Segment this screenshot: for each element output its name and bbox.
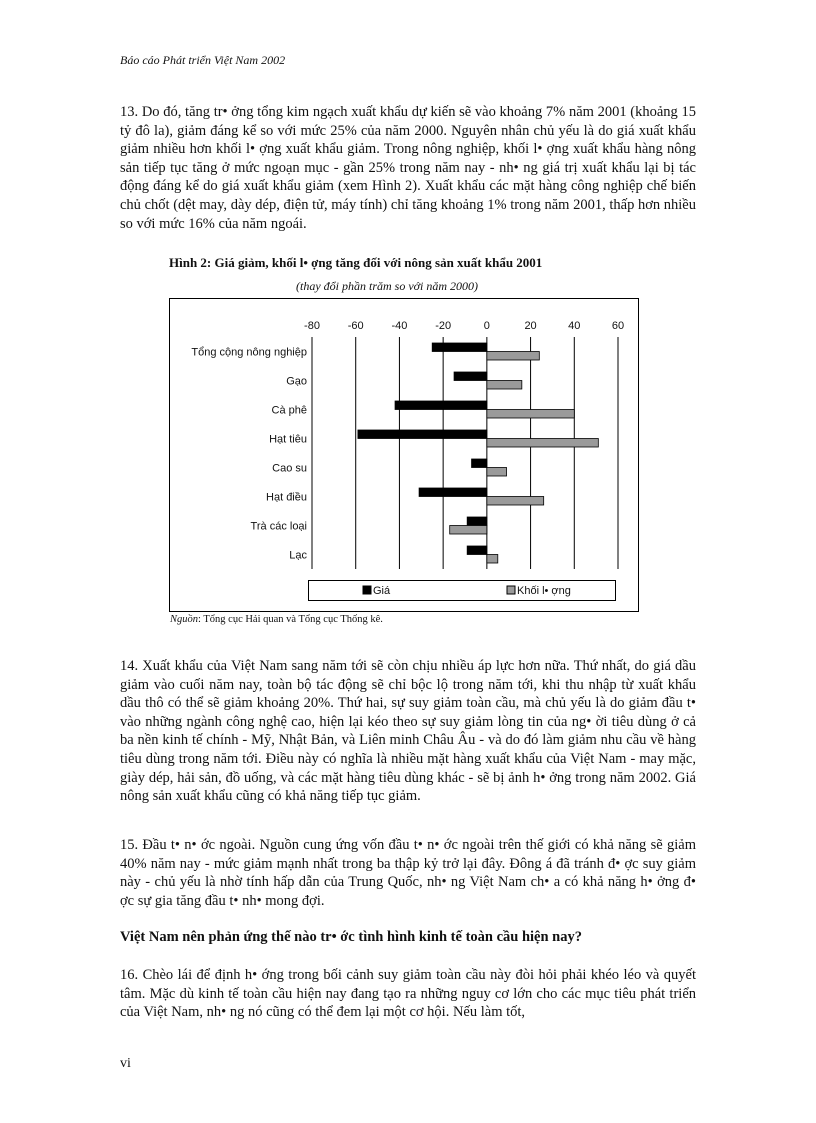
- paragraph-14: 14. Xuất khẩu của Việt Nam sang năm tới sẽ còn chịu nhiều áp lực hơn nữa. Thứ nhất, do giá dầu giảm vào cuối năm nay, toàn bộ tác động sẽ chỉ bộc lộ trong năm tới, khi thu nhập từ xuất khẩu dầu thô có thể sẽ giảm khoảng 20%. Thứ hai, sự suy giảm toàn cầu, mà chủ yếu là do giảm đầu t• vào những ngành công nghệ cao, hiện lại kéo theo sự suy giảm lòng tin của ng• ời tiêu dùng ở cả ba nền kinh tế chính - Mỹ, Nhật Bản, và Liên minh Châu Âu - và do đó làm giảm nhu cầu về hàng tiêu dùng trong năm tới. Điều này có nghĩa là nhiều mặt hàng xuất khẩu của Việt Nam - may mặc, giày dép, hải sản, đồ uống, và các mặt hàng tiêu dùng khác - sẽ bị ảnh h• ởng trong năm 2002. Giá nông sản xuất khẩu cũng có khả năng tiếp tục giảm.: [120, 658, 696, 805]
- bar-volume: [487, 439, 598, 448]
- legend-label-price: Giá: [373, 585, 391, 597]
- legend-swatch-volume: [507, 586, 515, 594]
- x-tick-label: 60: [611, 320, 625, 332]
- x-tick-label: 20: [524, 320, 537, 332]
- bar-price: [358, 430, 487, 439]
- bar-price: [467, 517, 487, 526]
- category-label: Hạt tiêu: [269, 433, 307, 446]
- paragraph-16: 16. Chèo lái để định h• ớng trong bối cảnh suy giảm toàn cầu này đòi hỏi phải khéo léo và quyết tâm. Mặc dù kinh tế toàn cầu hiện nay đang tạo ra những nguy cơ lớn cho các mục tiêu phát triển của Việt Nam, nh• ng nó cũng có thể đem lại một cơ hội. Nếu làm tốt,: [120, 967, 696, 1021]
- category-label: Cao su: [272, 462, 307, 475]
- bar-volume: [487, 555, 498, 564]
- bar-price: [467, 546, 487, 555]
- category-label: Gạo: [286, 375, 307, 388]
- section-heading: Việt Nam nên phản ứng thế nào tr• ớc tình hình kinh tế toàn cầu hiện nay?: [120, 929, 582, 945]
- bar-volume: [487, 497, 544, 506]
- source-label: Nguồn: [170, 614, 199, 625]
- x-tick-label: 40: [568, 320, 581, 332]
- source-text: : Tổng cục Hải quan và Tổng cục Thống kê.: [198, 614, 383, 625]
- bar-price: [472, 459, 487, 468]
- category-label: Hạt điều: [266, 491, 307, 504]
- legend-label-volume: Khối l• ợng: [517, 585, 571, 597]
- figure-title: Hình 2: Giá giảm, khối l• ợng tăng đối với nông sản xuất khẩu 2001: [169, 255, 543, 270]
- x-tick-label: -80: [304, 320, 320, 332]
- x-tick-label: -20: [435, 320, 452, 332]
- bar-volume: [487, 410, 574, 419]
- bar-price: [454, 372, 487, 381]
- x-tick-label: -60: [347, 320, 364, 332]
- bar-price: [395, 401, 487, 410]
- category-label: Trà các loại: [250, 520, 307, 533]
- figure-source: [170, 614, 383, 625]
- bar-price: [419, 488, 487, 497]
- chart-legend: [309, 581, 616, 601]
- page-number: vi: [120, 1056, 131, 1071]
- bar-price: [432, 343, 487, 352]
- category-label: Tổng cộng nông nghiệp: [191, 346, 307, 359]
- bar-volume: [487, 352, 539, 361]
- bar-volume: [487, 381, 522, 390]
- paragraph-15: 15. Đầu t• n• ớc ngoài. Nguồn cung ứng vốn đầu t• n• ớc ngoài trên thế giới có khả năng sẽ giảm 40% năm nay - mức giảm mạnh nhất trong ba thập kỷ trở lại đây. Đông á đã tránh đ• ợc suy giảm này - chủ yếu là nhờ tính hấp dẫn của Trung Quốc, nh• ng Việt Nam ch• a có khả năng h• ởng đ• ợc sự gia tăng đầu t• nh• mong đợi.: [120, 837, 696, 909]
- page-header: Báo cáo Phát triển Việt Nam 2002: [120, 53, 286, 67]
- category-label: Lạc: [289, 549, 307, 562]
- paragraph-13: 13. Do đó, tăng tr• ởng tổng kim ngạch xuất khẩu dự kiến sẽ vào khoảng 7% năm 2001 (khoảng 15 tỷ đô la), giảm đáng kể so với mức 25% của năm 2000. Nguyên nhân chủ yếu là do giá xuất khẩu giảm nhiều hơn khối l• ợng xuất khẩu giảm. Trong nông nghiệp, khối l• ợng xuất khẩu hàng nông sản tiếp tục tăng ở mức ngoạn mục - gần 25% trong năm nay - nh• ng giá trị xuất khẩu lại bị tác động đáng kể do giá xuất khẩu giảm (xem Hình 2). Xuất khẩu các mặt hàng công nghiệp chế biến chủ chốt (dệt may, dày dép, điện tử, máy tính) chỉ tăng khoảng 1% trong năm 2001, thấp hơn nhiều so với mức 16% của năm ngoái.: [120, 104, 696, 232]
- bar-chart: [169, 298, 639, 612]
- category-label: Cà phê: [271, 404, 307, 417]
- bar-volume: [487, 468, 507, 477]
- bar-volume: [450, 526, 487, 535]
- figure-subtitle: (thay đổi phần trăm so với năm 2000): [296, 279, 479, 293]
- x-tick-label: 0: [483, 320, 490, 332]
- legend-swatch-price: [363, 586, 371, 594]
- x-tick-label: -40: [391, 320, 408, 332]
